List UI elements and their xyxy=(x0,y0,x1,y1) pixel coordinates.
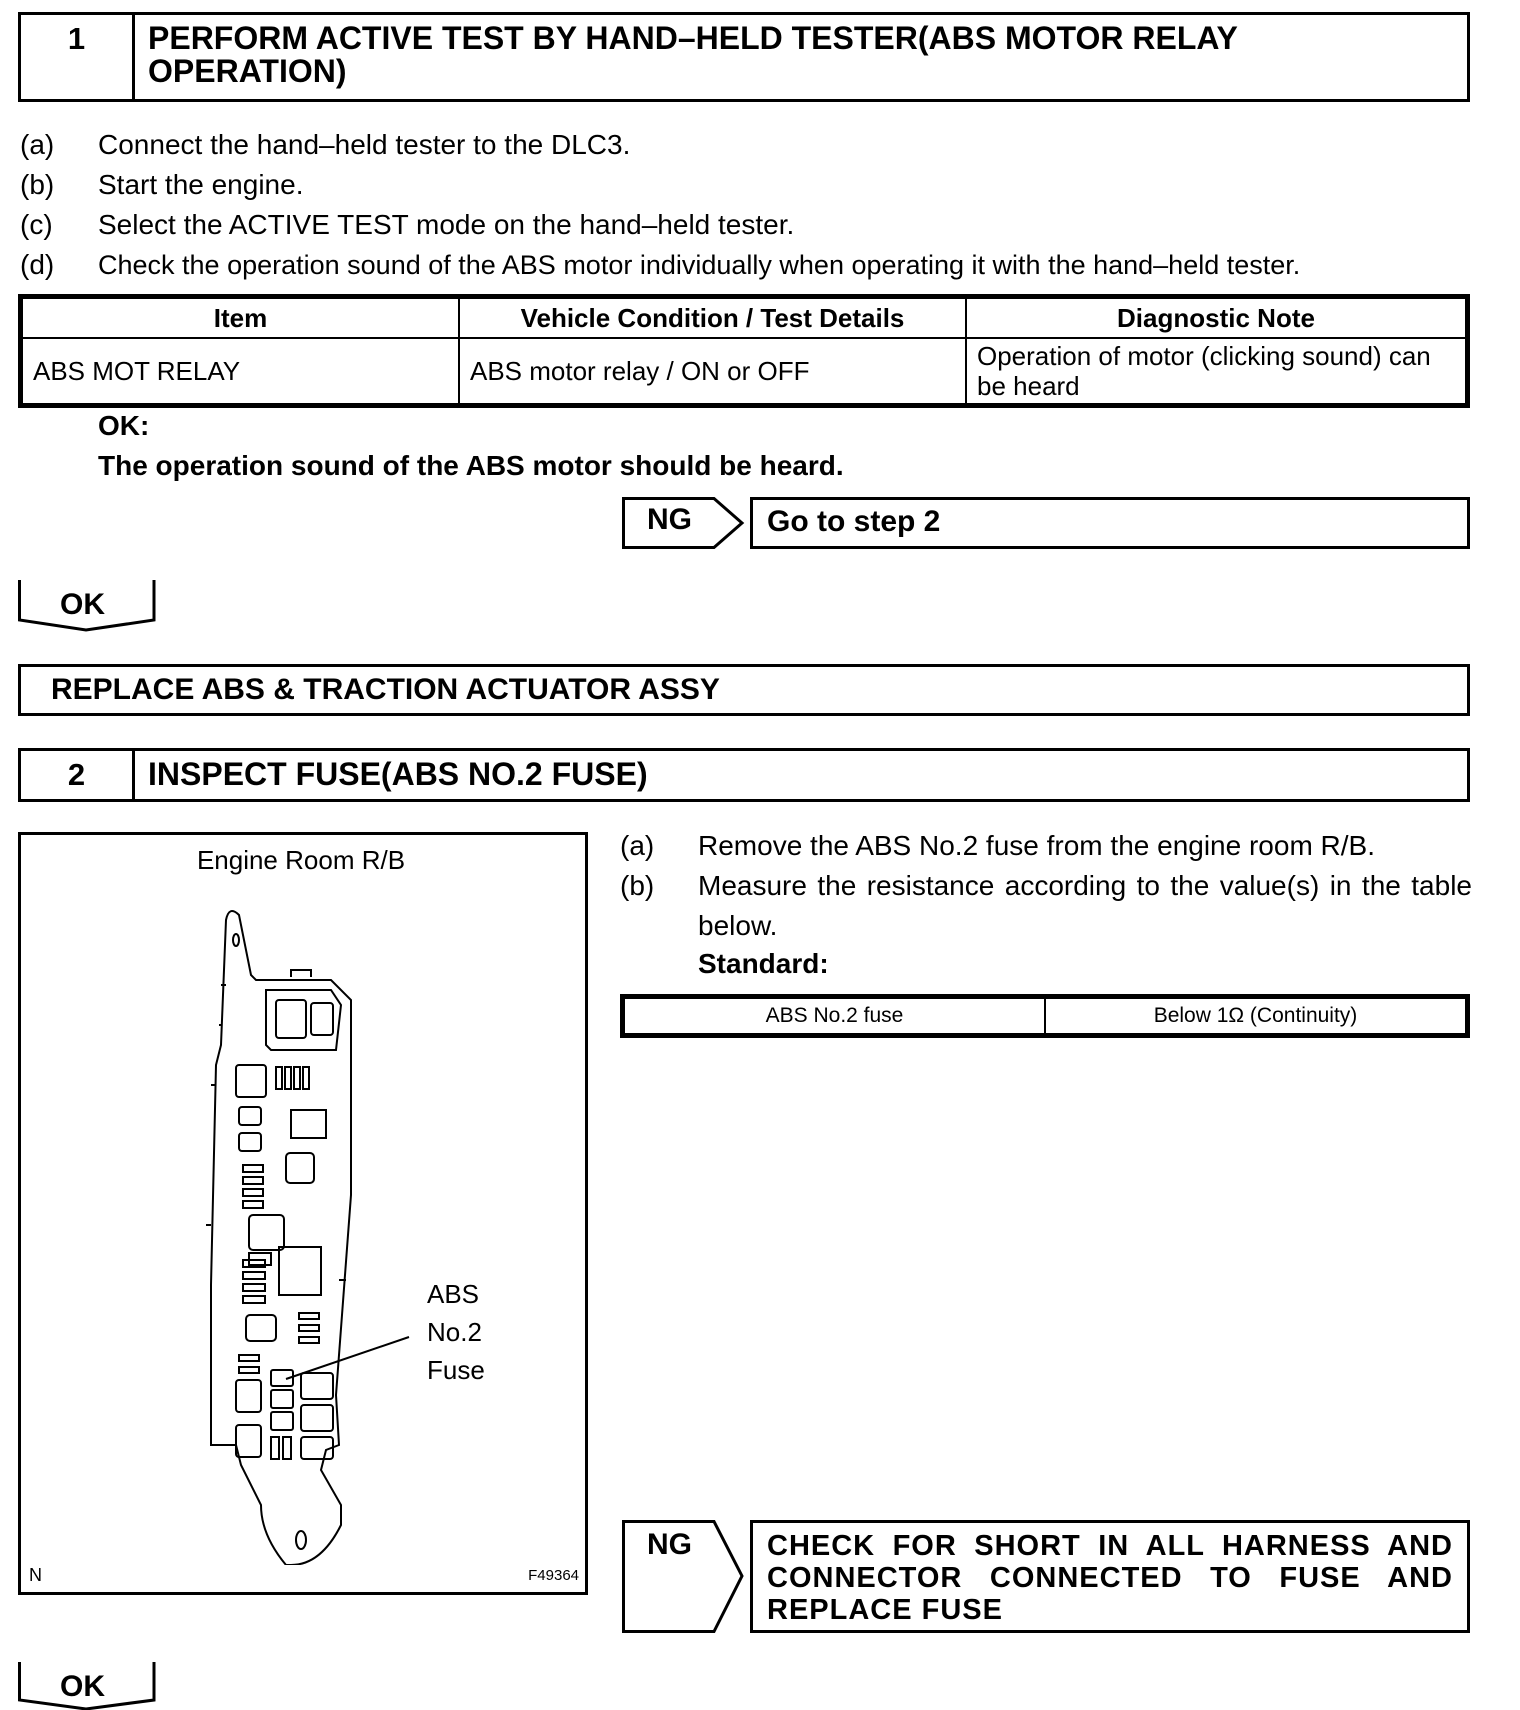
table-row xyxy=(22,338,1466,404)
instruction-label: (b) xyxy=(20,169,55,200)
table-header-condition: Vehicle Condition / Test Details xyxy=(459,298,966,338)
ok-criteria-text: The operation sound of the ABS motor should be heard. xyxy=(98,450,844,481)
step-2-title: INSPECT FUSE(ABS NO.2 FUSE) xyxy=(148,756,648,792)
ng-action-text-2: CHECK FOR SHORT IN ALL HARNESS AND CONNECTOR CONNECTED TO FUSE AND REPLACE FUSE xyxy=(767,1530,1453,1626)
ng-action-text-1: Go to step 2 xyxy=(767,505,941,538)
instruction-item xyxy=(20,205,1480,245)
ok-label-2: OK xyxy=(60,1670,105,1703)
instruction-item xyxy=(20,125,1480,165)
step-1-header xyxy=(18,12,1470,102)
instruction-text: Start the engine. xyxy=(98,169,304,200)
instruction-text: Select the ACTIVE TEST mode on the hand–held tester. xyxy=(98,209,795,240)
replace-action-box xyxy=(18,664,1470,716)
step-2-number: 2 xyxy=(21,751,135,799)
step-1-title xyxy=(135,15,1467,99)
standard-label: Standard: xyxy=(698,948,829,979)
ng-label-1: NG xyxy=(647,503,692,536)
ng-action-box-1 xyxy=(750,497,1470,549)
instruction-label: (a) xyxy=(620,830,655,861)
callout-abs-no2-fuse xyxy=(427,1275,485,1389)
instruction-text: Check the operation sound of the ABS motor individually when operating it with the hand–held tester. xyxy=(98,250,1301,280)
ok-heading: OK: xyxy=(98,410,150,441)
table-cell-item: ABS No.2 fuse xyxy=(624,998,1045,1034)
ng-action-box-2 xyxy=(750,1520,1470,1633)
step-1-title-line-1: PERFORM ACTIVE TEST BY HAND–HELD TESTER(ABS MOTOR RELAY xyxy=(148,20,1238,56)
callout-line-1: ABS xyxy=(427,1279,480,1309)
figure-id: F49364 xyxy=(528,1567,579,1584)
table-row xyxy=(624,998,1466,1034)
instruction-item xyxy=(620,866,1472,946)
figure-title: Engine Room R/B xyxy=(196,845,406,875)
step-2-header xyxy=(18,748,1470,802)
ok-label-1: OK xyxy=(60,588,105,621)
step-2-instructions xyxy=(620,826,1472,946)
active-test-table xyxy=(18,294,1470,408)
step-1-instructions xyxy=(20,125,1480,285)
callout-line-2: No.2 xyxy=(427,1317,482,1347)
instruction-item xyxy=(620,826,1472,866)
ng-label-2: NG xyxy=(647,1528,692,1561)
instruction-text: Measure the resistance according to the value(s) in the table below. xyxy=(698,870,1472,941)
relay-block-diagram xyxy=(191,885,431,1565)
replace-action-text: REPLACE ABS & TRACTION ACTUATOR ASSY xyxy=(51,673,720,706)
instruction-label: (c) xyxy=(20,209,53,240)
table-cell-condition: ABS motor relay / ON or OFF xyxy=(459,338,966,404)
table-header-row xyxy=(22,298,1466,338)
callout-line-3: Fuse xyxy=(427,1355,485,1385)
resistance-table xyxy=(620,994,1470,1038)
instruction-text: Remove the ABS No.2 fuse from the engine room R/B. xyxy=(698,830,1376,861)
fuse-location-figure xyxy=(18,832,588,1595)
table-cell-note: Operation of motor (clicking sound) can be heard xyxy=(966,338,1466,404)
instruction-label: (a) xyxy=(20,129,55,160)
table-cell-item: ABS MOT RELAY xyxy=(22,338,459,404)
instruction-text: Connect the hand–held tester to the DLC3. xyxy=(98,129,631,160)
instruction-item xyxy=(20,165,1480,205)
instruction-item xyxy=(20,245,1480,285)
table-header-note: Diagnostic Note xyxy=(966,298,1466,338)
table-header-item: Item xyxy=(22,298,459,338)
step-1-title-line-2: OPERATION) xyxy=(148,53,347,89)
step-1-number: 1 xyxy=(21,15,135,99)
instruction-label: (d) xyxy=(20,249,55,280)
instruction-label: (b) xyxy=(620,870,655,901)
table-cell-value: Below 1Ω (Continuity) xyxy=(1045,998,1466,1034)
figure-corner-left: N xyxy=(29,1565,42,1585)
